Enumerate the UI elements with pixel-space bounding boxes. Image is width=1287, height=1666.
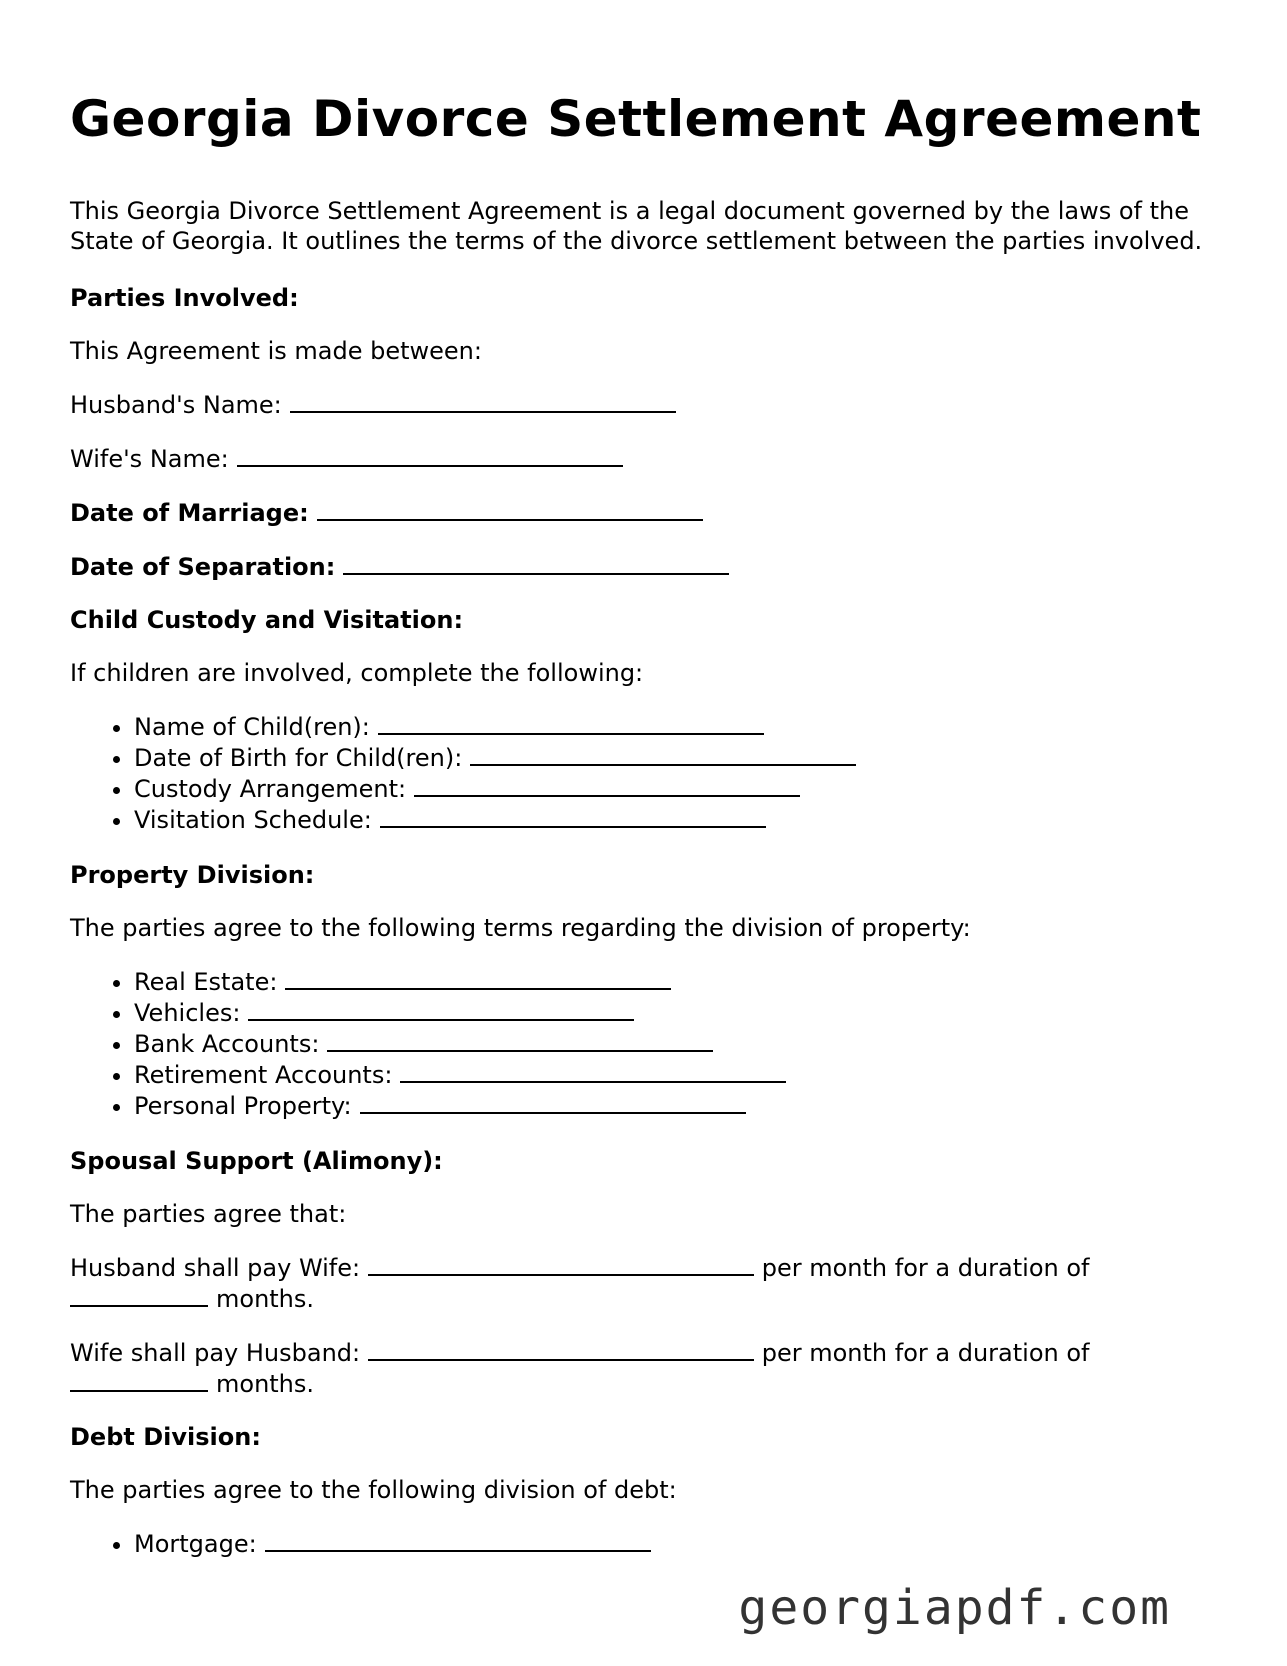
property-heading: Property Division:	[70, 861, 315, 889]
custody-text: If children are involved, complete the following:	[70, 659, 644, 687]
parties-text: This Agreement is made between:	[70, 337, 482, 365]
debt-heading: Debt Division:	[70, 1423, 261, 1451]
property-list	[70, 966, 1220, 1121]
custody-list	[70, 711, 1220, 835]
debt-text: The parties agree to the following division of debt:	[70, 1476, 677, 1504]
visitation-schedule-label: Visitation Schedule:	[134, 806, 372, 834]
date-of-separation-row	[70, 551, 1220, 582]
bank-accounts-label: Bank Accounts:	[134, 1030, 320, 1058]
husband-pays-row	[70, 1252, 1220, 1314]
list-item	[134, 1090, 1220, 1121]
husband-pays-months-field[interactable]	[70, 1283, 208, 1307]
support-text: The parties agree that:	[70, 1200, 347, 1228]
child-dob-field[interactable]	[470, 742, 856, 766]
debt-list	[70, 1528, 1220, 1559]
wife-name-row	[70, 443, 1220, 474]
child-dob-label: Date of Birth for Child(ren):	[134, 744, 463, 772]
vehicles-label: Vehicles:	[134, 999, 241, 1027]
list-item	[134, 711, 1220, 742]
list-item	[134, 1028, 1220, 1059]
list-item	[134, 1528, 1220, 1559]
wife-name-field[interactable]	[237, 443, 623, 467]
date-of-marriage-row	[70, 497, 1220, 528]
retirement-accounts-label: Retirement Accounts:	[134, 1061, 393, 1089]
list-item	[134, 966, 1220, 997]
wife-pays-label: Wife shall pay Husband:	[70, 1339, 361, 1367]
parties-heading: Parties Involved:	[70, 284, 299, 312]
date-of-separation-field[interactable]	[343, 551, 729, 575]
husband-pays-amount-field[interactable]	[368, 1252, 754, 1276]
watermark: georgiapdf.com	[738, 1580, 1171, 1636]
document-page	[70, 82, 1220, 1584]
husband-name-field[interactable]	[290, 389, 676, 413]
personal-property-field[interactable]	[360, 1090, 746, 1114]
list-item	[134, 804, 1220, 835]
bank-accounts-field[interactable]	[327, 1028, 713, 1052]
months-text: months.	[216, 1285, 315, 1313]
list-item	[134, 1059, 1220, 1090]
support-heading: Spousal Support (Alimony):	[70, 1147, 443, 1175]
wife-pays-months-field[interactable]	[70, 1368, 208, 1392]
custody-heading: Child Custody and Visitation:	[70, 606, 464, 634]
date-of-separation-label: Date of Separation:	[70, 553, 336, 581]
retirement-accounts-field[interactable]	[400, 1059, 786, 1083]
per-month-text: per month for a duration of	[761, 1339, 1090, 1367]
child-name-label: Name of Child(ren):	[134, 713, 370, 741]
list-item	[134, 742, 1220, 773]
list-item	[134, 997, 1220, 1028]
property-text: The parties agree to the following terms regarding the division of property:	[70, 914, 971, 942]
personal-property-label: Personal Property:	[134, 1092, 352, 1120]
months-text: months.	[216, 1370, 315, 1398]
husband-name-row	[70, 389, 1220, 420]
real-estate-field[interactable]	[285, 966, 671, 990]
wife-pays-row	[70, 1337, 1220, 1399]
intro-paragraph: This Georgia Divorce Settlement Agreement is a legal document governed by the laws of the State of Georgia. It outlines the terms of the divorce settlement between the parties involved.	[70, 197, 1203, 255]
list-item	[134, 773, 1220, 804]
date-of-marriage-field[interactable]	[317, 497, 703, 521]
date-of-marriage-label: Date of Marriage:	[70, 499, 309, 527]
wife-pays-amount-field[interactable]	[368, 1337, 754, 1361]
custody-arrangement-label: Custody Arrangement:	[134, 775, 407, 803]
mortgage-field[interactable]	[265, 1528, 651, 1552]
real-estate-label: Real Estate:	[134, 968, 278, 996]
husband-name-label: Husband's Name:	[70, 391, 282, 419]
per-month-text: per month for a duration of	[761, 1254, 1090, 1282]
vehicles-field[interactable]	[248, 997, 634, 1021]
page-title: Georgia Divorce Settlement Agreement	[70, 90, 1202, 148]
mortgage-label: Mortgage:	[134, 1530, 257, 1558]
husband-pays-label: Husband shall pay Wife:	[70, 1254, 361, 1282]
child-name-field[interactable]	[378, 711, 764, 735]
visitation-schedule-field[interactable]	[380, 804, 766, 828]
custody-arrangement-field[interactable]	[414, 773, 800, 797]
wife-name-label: Wife's Name:	[70, 445, 229, 473]
